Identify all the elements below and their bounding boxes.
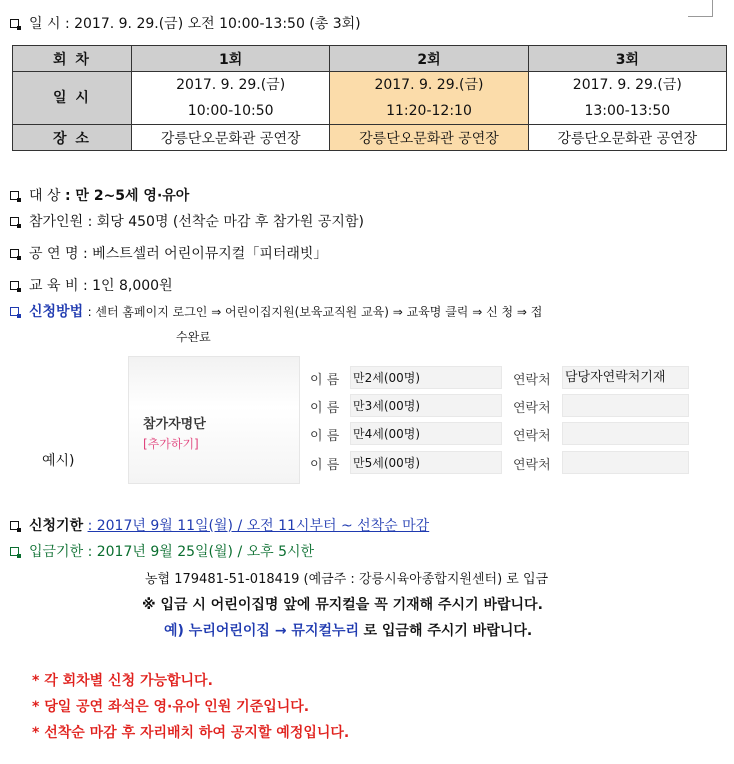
target-value: : 만 2~5세 영·유아: [64, 188, 190, 204]
round-2: 2회: [330, 46, 528, 72]
time-2: 11:20-12:10: [386, 103, 472, 119]
datetime-value: : 2017. 9. 29.(금) 오전 10:00-13:50 (총 3회): [64, 16, 361, 32]
name-label: 이 름: [310, 401, 340, 416]
notice-1: * 각 회차별 신청 가능합니다.: [32, 673, 213, 689]
name-label: 이 름: [310, 458, 340, 473]
notice-3: * 선착순 마감 후 자리배치 하여 공지할 예정입니다.: [32, 725, 350, 741]
contact-field[interactable]: 담당자연락처기재: [562, 366, 689, 389]
example-form: [128, 356, 689, 484]
contact-field[interactable]: [562, 451, 689, 474]
payment-value: : 2017년 9월 25일(월) / 오후 5시한: [87, 544, 315, 560]
form-row: [310, 451, 689, 475]
form-title-panel: [128, 356, 300, 484]
capacity-label: 참가인원: [29, 214, 84, 230]
deadline-label: 신청기한: [29, 518, 84, 534]
method-value: : 센터 홈페이지 로그인 ⇒ 어린이집지원(보육교직원 교육) ⇒ 교육명 클릭 ⇒ 신 청 ⇒ 접: [87, 305, 543, 319]
payment-note-2-example: 예) 누리어린이집 → 뮤지컬누리: [164, 623, 360, 639]
checkbox-bullet-icon: [10, 191, 19, 200]
round-3: 3회: [528, 46, 726, 72]
contact-label: 연락처: [513, 373, 551, 388]
contact-label: 연락처: [513, 458, 551, 473]
table-row-venue: [13, 125, 727, 151]
checkbox-bullet-icon: [10, 249, 19, 258]
deadline-value: : 2017년 9월 11일(월) / 오전 11시부터 ~ 선착순 마감: [87, 518, 430, 534]
fee-line: [10, 276, 173, 296]
date-3: 2017. 9. 29.(금): [572, 77, 682, 93]
capacity-line: [10, 212, 364, 232]
checkbox-bullet-icon: [10, 547, 19, 556]
checkbox-bullet-icon: [10, 19, 19, 28]
method-value-cont: 수완료: [176, 330, 211, 344]
target-line: [10, 186, 189, 206]
contact-label: 연락처: [513, 429, 551, 444]
capacity-value: : 회당 450명 (선착순 마감 후 참가원 공지함): [87, 214, 364, 230]
payment-note-2: [164, 620, 532, 640]
venue-3: 강릉단오문화관 공연장: [528, 125, 726, 151]
checkbox-bullet-icon: [10, 521, 19, 530]
name-field[interactable]: 만3세(00명): [350, 394, 502, 417]
form-row: [310, 422, 689, 446]
name-label: 이 름: [310, 429, 340, 444]
name-field[interactable]: 만5세(00명): [350, 451, 502, 474]
row-label-date: 일 시: [13, 72, 132, 125]
title-value: : 베스트셀러 어린이뮤지컬「피터래빗」: [82, 246, 328, 262]
page-crop-mark: [688, 0, 713, 17]
datetime-line: [10, 14, 361, 34]
deadline-line: [10, 516, 429, 536]
venue-2: 강릉단오문화관 공연장: [330, 125, 528, 151]
method-line: [10, 302, 542, 322]
form-title: 참가자명단: [143, 417, 206, 432]
row-label-round: 회 차: [13, 46, 132, 72]
venue-1: 강릉단오문화관 공연장: [132, 125, 330, 151]
name-field[interactable]: 만4세(00명): [350, 422, 502, 445]
date-1: 2017. 9. 29.(금): [176, 77, 286, 93]
example-label: 예시): [42, 453, 75, 469]
time-3: 13:00-13:50: [584, 103, 671, 119]
row-label-venue: 장 소: [13, 125, 132, 151]
round-1: 1회: [132, 46, 330, 72]
form-add-link[interactable]: [추가하기]: [143, 437, 199, 451]
name-field[interactable]: 만2세(00명): [350, 366, 502, 389]
payment-label: 입금기한: [29, 544, 84, 560]
contact-label: 연락처: [513, 401, 551, 416]
table-row-round: [13, 46, 727, 72]
date-cell-2: [330, 72, 528, 125]
payment-note-1: ※ 입금 시 어린이집명 앞에 뮤지컬을 꼭 기재해 주시기 바랍니다.: [142, 597, 543, 613]
method-label: 신청방법: [29, 304, 84, 320]
fee-value: : 1인 8,000원: [82, 278, 173, 294]
checkbox-bullet-icon: [10, 217, 19, 226]
name-label: 이 름: [310, 373, 340, 388]
time-1: 10:00-10:50: [187, 103, 274, 119]
payment-note-2-suffix: 로 입금해 주시기 바랍니다.: [363, 623, 533, 639]
fee-label: 교 육 비: [29, 278, 79, 294]
date-2: 2017. 9. 29.(금): [374, 77, 484, 93]
payment-account: 농협 179481-51-018419 (예금주 : 강릉시육아종합지원센터) 로 입금: [145, 572, 549, 587]
title-label: 공 연 명: [29, 246, 79, 262]
payment-line: [10, 542, 314, 562]
table-row-date: [13, 72, 727, 125]
notice-2: * 당일 공연 좌석은 영·유아 인원 기준입니다.: [32, 699, 310, 715]
title-line: [10, 244, 327, 264]
target-label: 대 상: [29, 188, 61, 204]
contact-field[interactable]: [562, 422, 689, 445]
schedule-table: [12, 45, 727, 151]
form-row: [310, 366, 689, 390]
date-cell-1: [132, 72, 330, 125]
form-row: [310, 394, 689, 418]
checkbox-bullet-icon: [10, 307, 19, 316]
date-cell-3: [528, 72, 726, 125]
checkbox-bullet-icon: [10, 281, 19, 290]
contact-field[interactable]: [562, 394, 689, 417]
datetime-label: 일 시: [29, 16, 61, 32]
